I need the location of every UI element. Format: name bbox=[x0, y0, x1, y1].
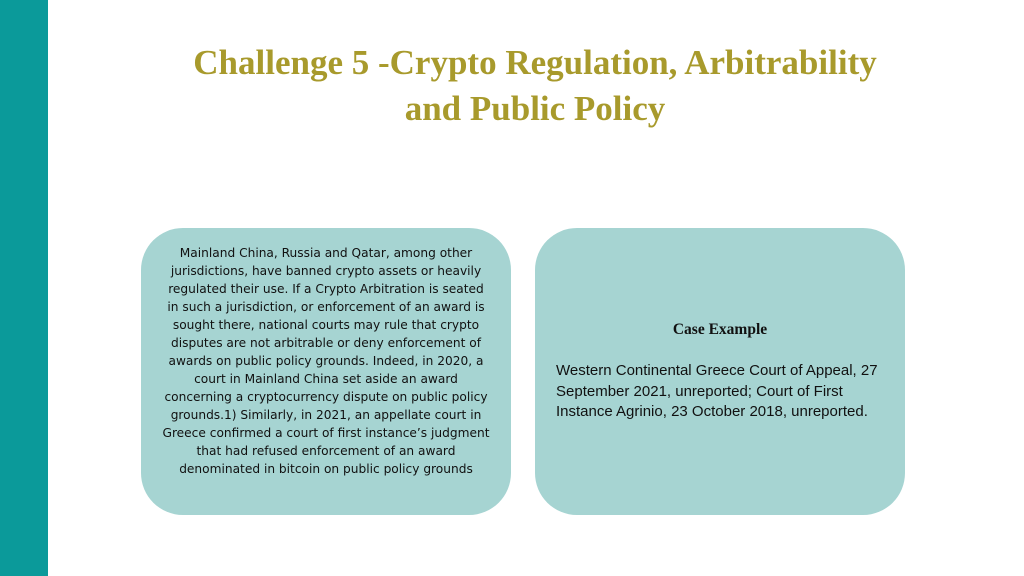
slide-title-line-2: and Public Policy bbox=[404, 89, 666, 128]
case-example-card bbox=[535, 228, 905, 515]
case-example-heading: Case Example bbox=[672, 321, 768, 338]
accent-side-bar bbox=[0, 0, 48, 576]
context-card-text: Mainland China, Russia and Qatar, among other jurisdictions, have banned crypto assets or heavily regulated their use. If a Crypto Arbitration is seated in such a jurisdiction, or enforcement of an award is sought there, national courts may rule that crypto disputes are not arbitrable or deny enforcement of awards on public policy grounds. Indeed, in 2020, a court in Mainland China set aside an award concerning a cryptocurrency dispute on public policy grounds.1) Similarly, in 2021, an appellate court in Greece confirmed a court of first instance’s judgment that had refused enforcement of an award denominated in bitcoin on public policy grounds bbox=[162, 246, 490, 476]
context-card bbox=[141, 228, 511, 515]
slide-title-line-1: Challenge 5 -Crypto Regulation, Arbitrability bbox=[193, 43, 877, 82]
case-example-body: Western Continental Greece Court of Appeal, 27 September 2021, unreported; Court of First Instance Agrinio, 23 October 2018, unreported. bbox=[556, 362, 878, 420]
slide-title bbox=[110, 40, 960, 132]
